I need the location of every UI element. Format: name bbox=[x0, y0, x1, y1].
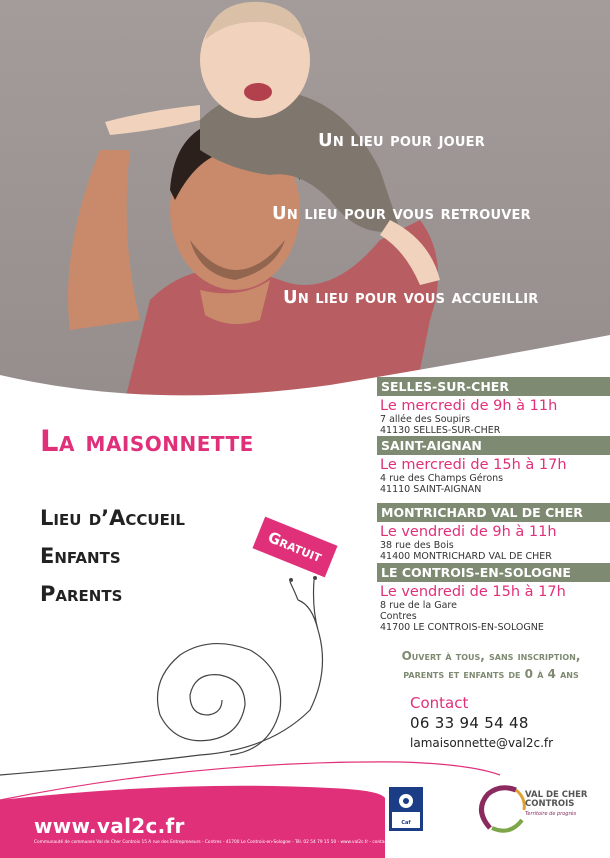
caf-logo bbox=[389, 787, 423, 831]
location-city: 41400 MONTRICHARD VAL DE CHER bbox=[380, 551, 552, 562]
vdc-name-line-2: CONTROIS bbox=[525, 799, 575, 809]
location-address: 7 allée des Soupirs bbox=[380, 414, 471, 425]
open-info-line-2: parents et enfants de 0 à 4 ans bbox=[403, 667, 579, 681]
tagline-welcome: Un lieu pour vous accueillir bbox=[283, 287, 539, 308]
subtitle-line-1: Lieu d’Accueil bbox=[40, 506, 185, 530]
location-name: SAINT-AIGNAN bbox=[377, 436, 610, 455]
location-name: LE CONTROIS-EN-SOLOGNE bbox=[377, 563, 610, 582]
val-de-cher-name bbox=[525, 791, 587, 809]
location-time: Le mercredi de 9h à 11h bbox=[380, 398, 558, 414]
val-de-cher-tagline: Territoire de progrès bbox=[525, 811, 577, 817]
location-time: Le mercredi de 15h à 17h bbox=[380, 457, 567, 473]
location-time: Le vendredi de 15h à 17h bbox=[380, 584, 566, 600]
open-info bbox=[377, 647, 605, 683]
footer-address: Communauté de communes Val de Cher Controis 15 A rue des Entrepreneurs - Contres - 41700 Le Controis-en-Sologne - Tél. 02 54 79 15 50 - www.val2c.fr - contact@val2c.fr bbox=[34, 840, 409, 845]
page-title: La maisonnette bbox=[40, 424, 254, 458]
subtitle-line-3: Parents bbox=[40, 582, 123, 606]
contact-email[interactable]: lamaisonnette@val2c.fr bbox=[410, 736, 554, 750]
vdc-name-line-1: VAL DE CHER bbox=[525, 790, 588, 800]
location-time: Le vendredi de 9h à 11h bbox=[380, 524, 557, 540]
caf-label: Caf bbox=[401, 820, 411, 826]
location-controis bbox=[377, 563, 610, 633]
location-name: MONTRICHARD VAL DE CHER bbox=[377, 503, 610, 522]
website-link[interactable]: www.val2c.fr bbox=[34, 814, 185, 838]
location-address: 8 rue de la Gare bbox=[380, 600, 457, 611]
tagline-play: Un lieu pour jouer bbox=[318, 130, 485, 151]
subtitle-line-2: Enfants bbox=[40, 544, 121, 568]
location-saint-aignan bbox=[377, 436, 610, 495]
location-montrichard bbox=[377, 503, 610, 562]
location-town: Contres bbox=[380, 611, 417, 622]
location-name: SELLES-SUR-CHER bbox=[377, 377, 610, 396]
caf-emblem-icon bbox=[390, 790, 422, 812]
free-badge: Gratuit bbox=[252, 517, 337, 578]
contact-phone[interactable]: 06 33 94 54 48 bbox=[410, 714, 529, 732]
location-city: 41110 SAINT-AIGNAN bbox=[380, 484, 482, 495]
tagline-meet: Un lieu pour vous retrouver bbox=[272, 203, 531, 224]
contact-label: Contact bbox=[410, 694, 469, 712]
open-info-line-1: Ouvert à tous, sans inscription, bbox=[401, 649, 581, 663]
location-city: 41700 LE CONTROIS-EN-SOLOGNE bbox=[380, 622, 544, 633]
location-selles bbox=[377, 377, 610, 436]
location-city: 41130 SELLES-SUR-CHER bbox=[380, 425, 501, 436]
location-address: 4 rue des Champs Gérons bbox=[380, 473, 504, 484]
location-address: 38 rue des Bois bbox=[380, 540, 454, 551]
val-de-cher-logo bbox=[470, 780, 595, 840]
